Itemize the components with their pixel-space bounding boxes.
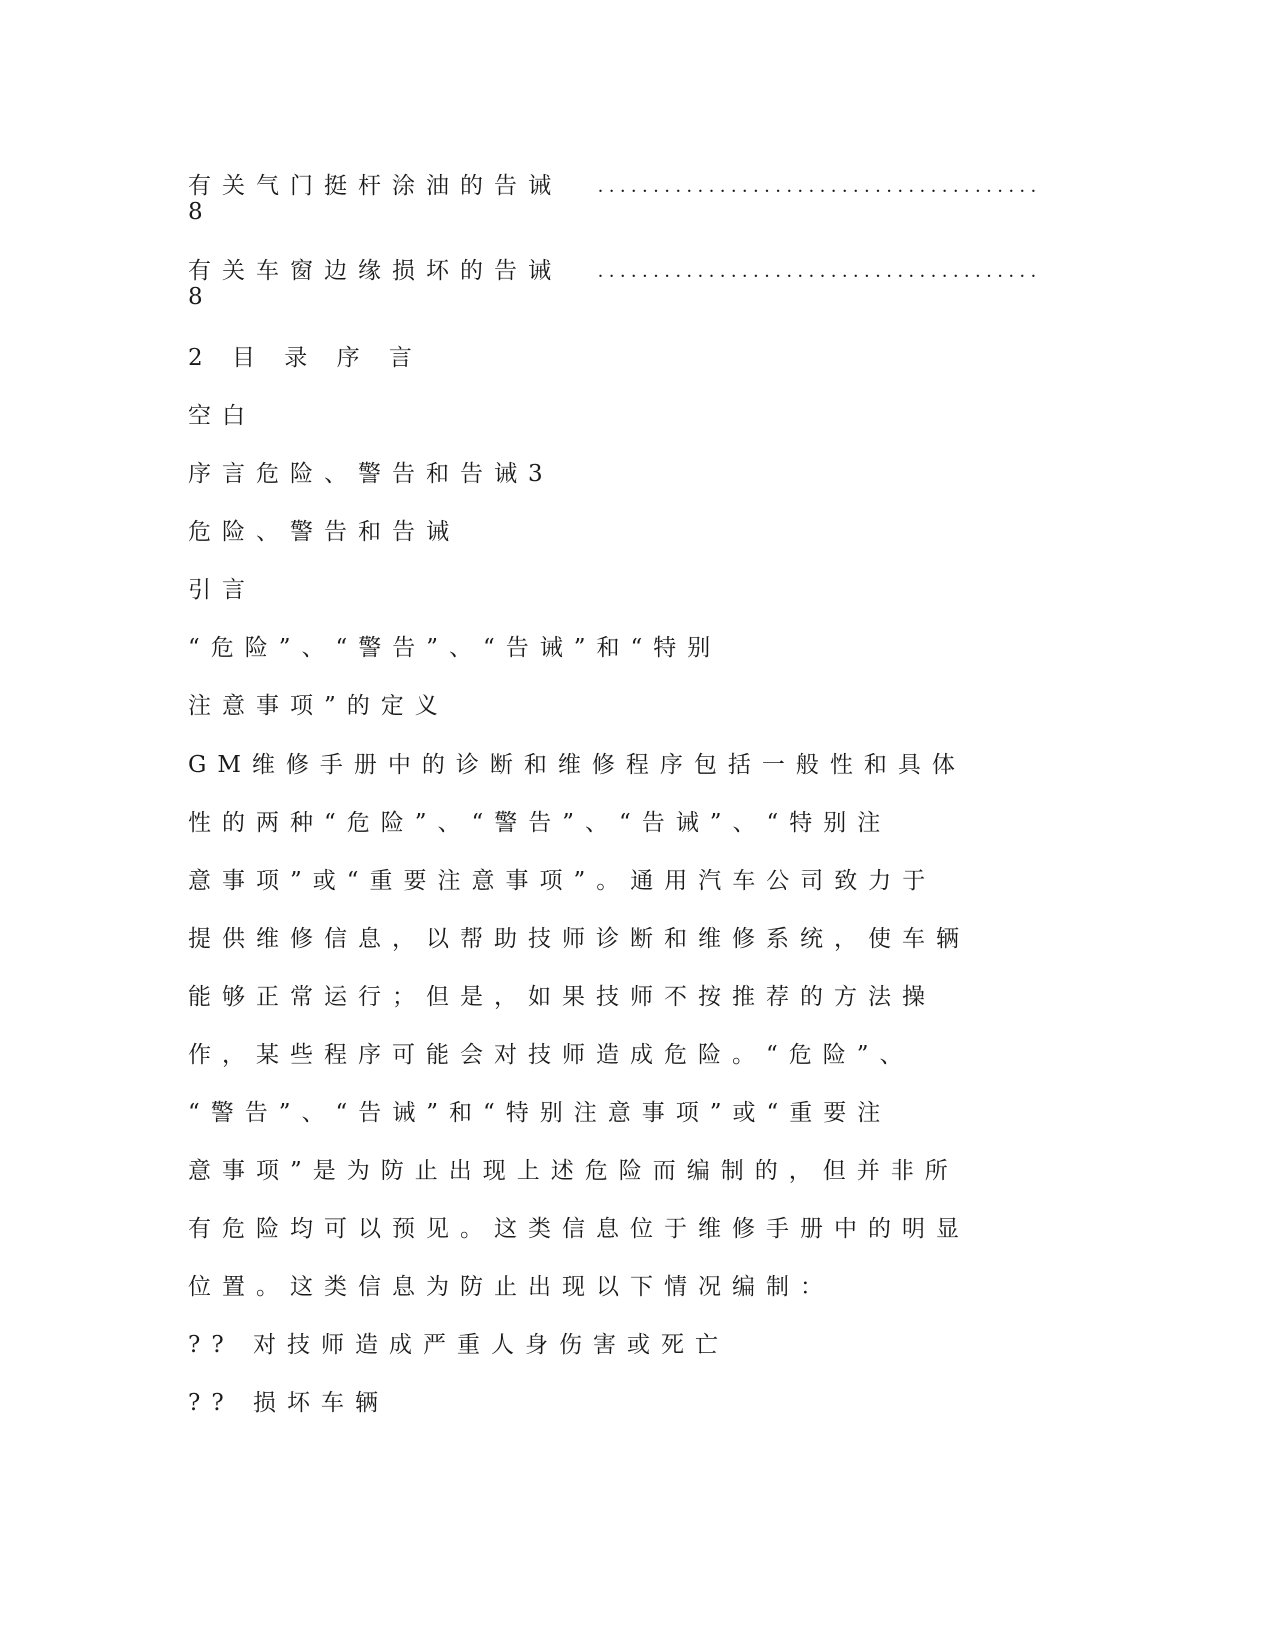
paragraph-line: 作，某些程序可能会对技师造成危险。“危险”、 bbox=[188, 1042, 914, 1068]
heading-line: 注意事项”的定义 bbox=[188, 693, 449, 719]
bullet-item: ?? 损坏车辆 bbox=[188, 1390, 389, 1416]
paragraph-line: “警告”、“告诫”和“特别注意事项”或“重要注 bbox=[188, 1100, 892, 1126]
toc-leader-dots: ........................................ bbox=[598, 175, 1042, 197]
toc-leader-dots: ........................................ bbox=[598, 260, 1042, 282]
paragraph-line: 意事项”是为防止出现上述危险而编制的，但并非所 bbox=[188, 1158, 959, 1184]
blank-page-label: 空白 bbox=[188, 403, 256, 429]
paragraph-line: 位置。这类信息为防止出现以下情况编制： bbox=[188, 1274, 834, 1300]
paragraph-line: GM维修手册中的诊断和维修程序包括一般性和具体 bbox=[188, 752, 966, 778]
page-header: 2 目 录 序 言 bbox=[188, 345, 423, 371]
toc-entry-title: 有关气门挺杆涂油的告诫 bbox=[188, 173, 562, 199]
paragraph-line: 提供维修信息，以帮助技师诊断和维修系统，使车辆 bbox=[188, 926, 970, 952]
section-header: 序言危险、警告和告诫3 bbox=[188, 461, 554, 487]
toc-page-number: 8 bbox=[188, 199, 203, 225]
toc-page-number: 8 bbox=[188, 284, 203, 310]
toc-entry[interactable] bbox=[188, 257, 1088, 310]
toc-entry[interactable] bbox=[188, 172, 1088, 225]
paragraph-line: 意事项”或“重要注意事项”。通用汽车公司致力于 bbox=[188, 868, 937, 894]
section-title: 危险、警告和告诫 bbox=[188, 519, 460, 545]
toc-entry-title: 有关车窗边缘损坏的告诫 bbox=[188, 258, 562, 284]
bullet-item: ?? 对技师造成严重人身伤害或死亡 bbox=[188, 1332, 729, 1358]
paragraph-line: 性的两种“危险”、“警告”、“告诫”、“特别注 bbox=[188, 810, 892, 836]
paragraph-line: 有危险均可以预见。这类信息位于维修手册中的明显 bbox=[188, 1216, 970, 1242]
paragraph-line: 能够正常运行；但是，如果技师不按推荐的方法操 bbox=[188, 984, 936, 1010]
subsection-title: 引言 bbox=[188, 577, 256, 603]
heading-line: “危险”、“警告”、“告诫”和“特别 bbox=[188, 635, 722, 661]
